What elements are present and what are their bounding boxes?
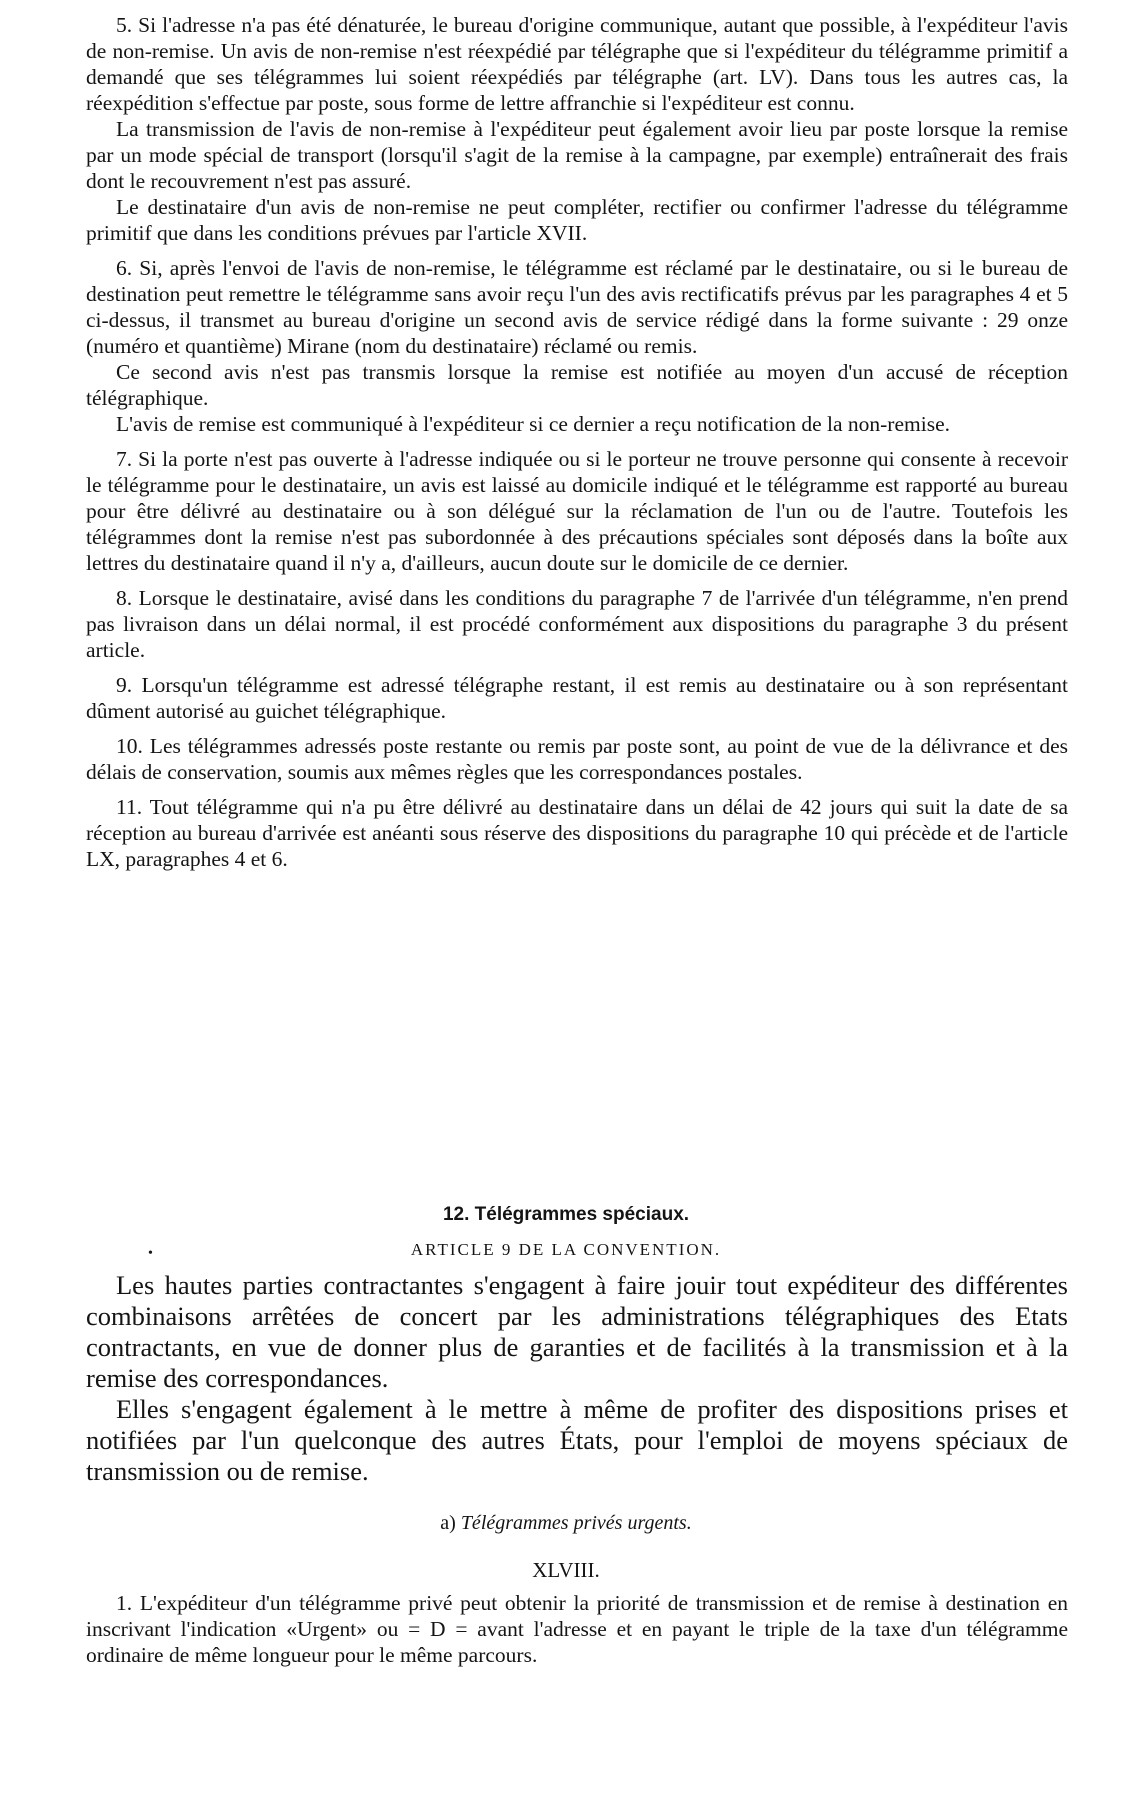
section-heading: 12. Télégrammes spéciaux. bbox=[442, 1204, 690, 1225]
subheading-label: a) bbox=[440, 1512, 456, 1534]
paragraph: 9. Lorsqu'un télégramme est adressé télégraphe restant, il est remis au destinataire ou à son représentant dûment autorisé au guichet télégraphique. bbox=[86, 673, 1068, 723]
body-text bbox=[86, 12, 1068, 872]
paragraph: 1. L'expéditeur d'un télégramme privé peut obtenir la priorité de transmission et de remise à destination en inscrivant l'indication «Urgent» ou = D = avant l'adresse et en payant le triple de la taxe d'un télégramme ordinaire de même longueur pour le même parcours. bbox=[86, 1591, 1068, 1667]
paragraph: L'avis de remise est communiqué à l'expéditeur si ce dernier a reçu notification de la non-remise. bbox=[116, 412, 950, 436]
ink-mark: • bbox=[148, 1246, 153, 1261]
final-text bbox=[86, 1590, 1068, 1668]
subheading-title: Télégrammes privés urgents. bbox=[460, 1512, 692, 1534]
article-paragraph: Elles s'engagent également à le mettre à même de profiter des dispositions prises et notifiées par l'un quelconque des autres États, pour l'emploi de moyens spéciaux de transmission ou de remise. bbox=[86, 1394, 1068, 1486]
article-paragraph: Les hautes parties contractantes s'engagent à faire jouir tout expéditeur des différentes combinaisons arrêtées de concert par les administrations télégraphiques des Etats contractants, en vue de donner plus de garanties et de facilités à la transmission et à la remise des correspondances. bbox=[86, 1270, 1068, 1393]
subheading bbox=[0, 1512, 1132, 1535]
article-heading: ARTICLE 9 DE LA CONVENTION. bbox=[410, 1240, 722, 1259]
paragraph: Le destinataire d'un avis de non-remise ne peut compléter, rectifier ou confirmer l'adresse du télégramme primitif que dans les conditions prévues par l'article XVII. bbox=[86, 195, 1068, 245]
paragraph: 8. Lorsque le destinataire, avisé dans les conditions du paragraphe 7 de l'arrivée d'un télégramme, n'en prend pas livraison dans un délai normal, il est procédé conformément aux dispositions du paragraphe 3 du présent article. bbox=[86, 586, 1068, 662]
paragraph: Ce second avis n'est pas transmis lorsque la remise est notifiée au moyen d'un accusé de réception télégraphique. bbox=[86, 360, 1068, 410]
paragraph: 5. Si l'adresse n'a pas été dénaturée, le bureau d'origine communique, autant que possible, à l'expéditeur l'avis de non-remise. Un avis de non-remise n'est réexpédié par télégraphe que si l'expéditeur du télégramme primitif a demandé que ses télégrammes lui soient réexpédiés par télégraphe (art. LV). Dans tous les autres cas, la réexpédition s'effectue par poste, sous forme de lettre affranchie si l'expéditeur est connu. bbox=[86, 13, 1068, 115]
paragraph: 10. Les télégrammes adressés poste restante ou remis par poste sont, au point de vue de la délivrance et des délais de conservation, soumis aux mêmes règles que les correspondances postales. bbox=[86, 734, 1068, 784]
paragraph: 6. Si, après l'envoi de l'avis de non-remise, le télégramme est réclamé par le destinataire, ou si le bureau de destination peut remettre le télégramme sans avoir reçu l'un des avis rectificatifs prévus par les paragraphes 4 et 5 ci-dessus, il transmet au bureau d'origine un second avis de service rédigé dans la forme suivante : 29 onze (numéro et quantième) Mirane (nom du destinataire) réclamé ou remis. bbox=[86, 256, 1068, 358]
paragraph: 7. Si la porte n'est pas ouverte à l'adresse indiquée ou si le porteur ne trouve personne qui consente à recevoir le télégramme pour le destinataire, un avis est laissé au domicile indiqué et le télégramme est rapporté au bureau pour être délivré au destinataire ou à son délégué sur la réclamation de l'un ou de l'autre. Toutefois les télégrammes dont la remise n'est pas subordonnée à des précautions spéciales sont déposés dans la boîte aux lettres du destinataire quand il n'y a, d'ailleurs, aucun doute sur le domicile de ce dernier. bbox=[86, 447, 1068, 575]
convention-text bbox=[86, 1270, 1068, 1487]
paragraph: 11. Tout télégramme qui n'a pu être délivré au destinataire dans un délai de 42 jours qui suit la date de sa réception au bureau d'arrivée est anéanti sous réserve des dispositions du paragraphe 10 qui précède et de l'article LX, paragraphes 4 et 6. bbox=[86, 795, 1068, 871]
roman-heading: XLVIII. bbox=[532, 1558, 600, 1582]
paragraph: La transmission de l'avis de non-remise à l'expéditeur peut également avoir lieu par poste lorsque la remise par un mode spécial de transport (lorsqu'il s'agit de la remise à la campagne, par exemple) entraînerait des frais dont le recouvrement n'est pas assuré. bbox=[86, 117, 1068, 193]
